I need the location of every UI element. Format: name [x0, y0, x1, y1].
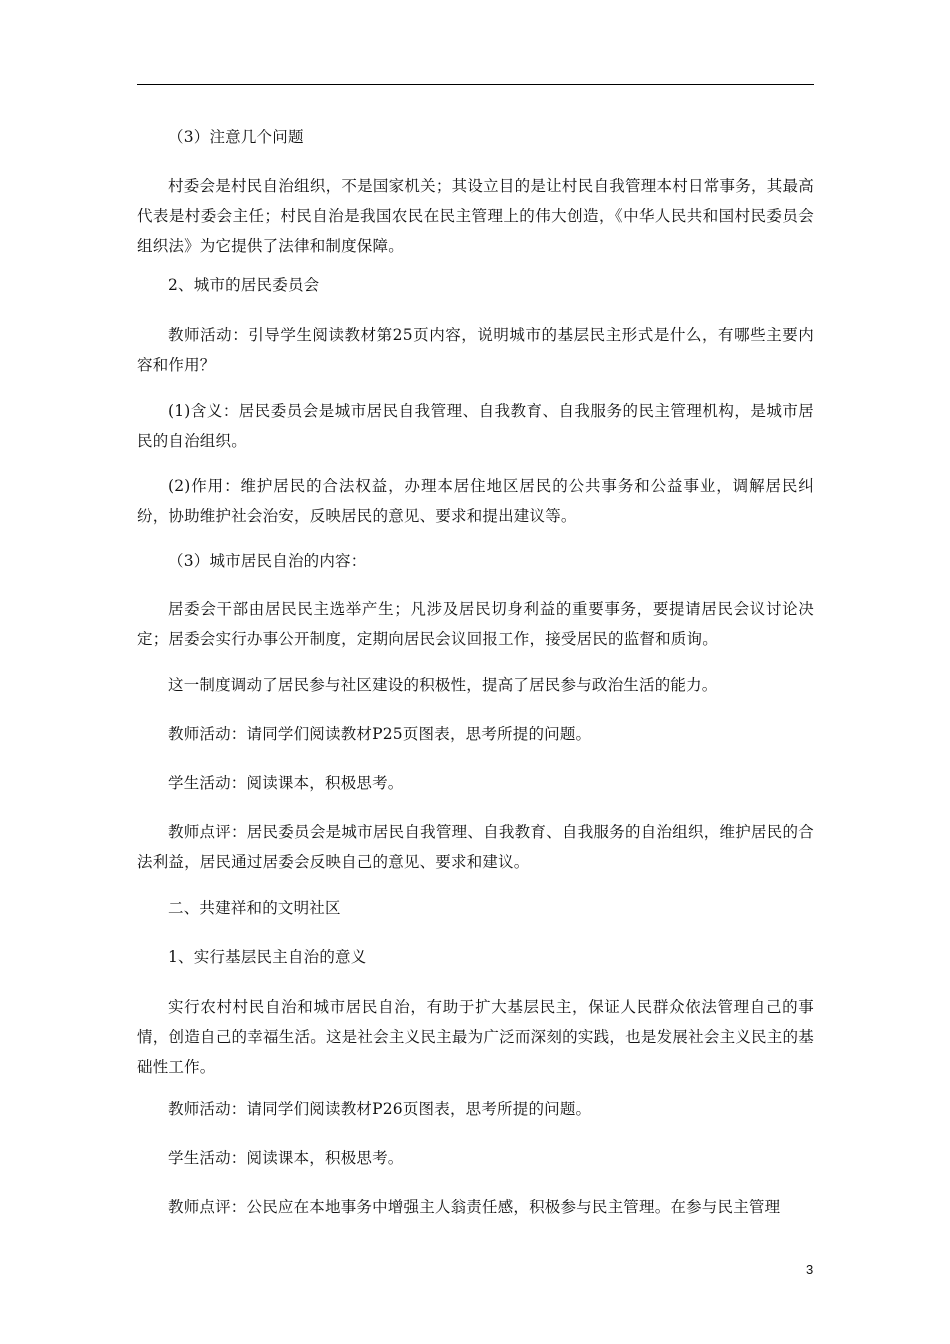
paragraph: 教师活动：请同学们阅读教材P25页图表，思考所提的问题。	[168, 725, 592, 743]
paragraph: 这一制度调动了居民参与社区建设的积极性，提高了居民参与政治生活的能力。	[168, 676, 718, 694]
section-heading: 二、共建祥和的文明社区	[168, 899, 341, 917]
paragraph: 教师点评：公民应在本地事务中增强主人翁责任感，积极参与民主管理。在参与民主管理	[168, 1198, 781, 1216]
paragraph: 学生活动：阅读课本，积极思考。	[168, 774, 404, 792]
paragraph: 村委会是村民自治组织，不是国家机关；其设立目的是让村民自我管理本村日常事务，其最高代表是村委会主任；村民自治是我国农民在民主管理上的伟大创造，《中华人民共和国村民委员会组织法》为它提供了法律和制度保障。	[137, 177, 814, 255]
paragraph: 实行农村村民自治和城市居民自治，有助于扩大基层民主，保证人民群众依法管理自己的事情，创造自己的幸福生活。这是社会主义民主最为广泛而深刻的实践，也是发展社会主义民主的基础性工作。	[137, 998, 814, 1076]
paragraph: (2)作用：维护居民的合法权益，办理本居住地区居民的公共事务和公益事业，调解居民纠纷，协助维护社会治安，反映居民的意见、要求和提出建议等。	[137, 477, 814, 525]
section-heading: 2、城市的居民委员会	[168, 276, 320, 294]
paragraph-heading-3: （3）注意几个问题	[168, 128, 304, 146]
paragraph: 教师点评：居民委员会是城市居民自我管理、自我教育、自我服务的自治组织，维护居民的合法利益，居民通过居委会反映自己的意见、要求和建议。	[137, 823, 814, 871]
paragraph-heading-3: （3）城市居民自治的内容：	[168, 552, 367, 570]
paragraph: 教师活动：引导学生阅读教材第25页内容，说明城市的基层民主形式是什么，有哪些主要内容和作用？	[137, 326, 814, 374]
paragraph: 居委会干部由居民民主选举产生；凡涉及居民切身利益的重要事务，要提请居民会议讨论决定；居委会实行办事公开制度，定期向居民会议回报工作，接受居民的监督和质询。	[137, 600, 814, 648]
section-heading: 1、实行基层民主自治的意义	[168, 948, 367, 966]
paragraph: (1)含义：居民委员会是城市居民自我管理、自我教育、自我服务的民主管理机构，是城市居民的自治组织。	[137, 402, 814, 450]
header-rule	[137, 84, 814, 85]
page-number: 3	[806, 1262, 814, 1277]
paragraph: 学生活动：阅读课本，积极思考。	[168, 1149, 404, 1167]
paragraph: 教师活动：请同学们阅读教材P26页图表，思考所提的问题。	[168, 1100, 592, 1118]
